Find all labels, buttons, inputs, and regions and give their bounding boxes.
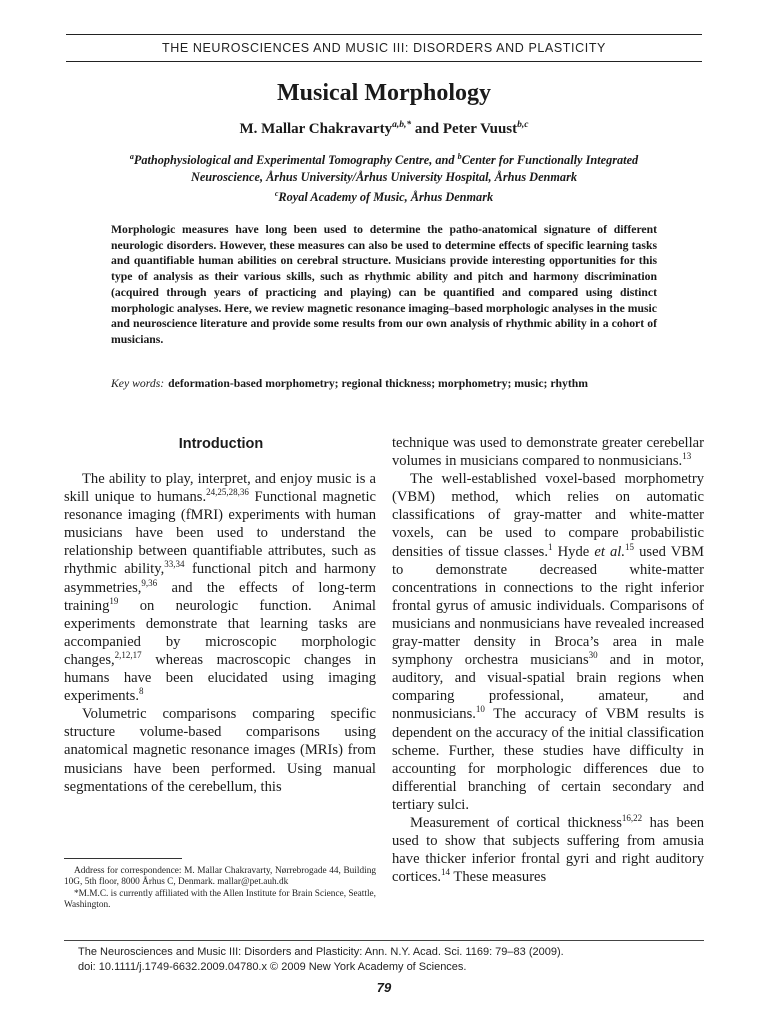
affiliation-text: Royal Academy of Music, Århus Denmark (278, 190, 494, 205)
affiliation-marker: c (274, 189, 279, 198)
doi-line: doi: 10.1111/j.1749-6632.2009.04780.x © 2009 New York Academy of Sciences. (78, 961, 467, 973)
citation-ref: 15 (625, 541, 635, 552)
author-conjunction: and (411, 121, 443, 137)
paragraph: Volumetric comparisons comparing specific structure volume-based comparisons using anatomical magnetic resonance images (MRIs) from musicians have been performed. Using manual segmentations of the cerebellum, this (64, 706, 376, 795)
abstract: Morphologic measures have long been used to determine the patho-anatomical signature of different neurologic disorders. However, these measures can also be used to determine effects of specific learning tasks and quantifiable human abilities on cerebral structure. Musicians provide interesting opportunities for this type of analysis as their various skills, such as rhythmic ability and pitch and harmony discrimination (acquired through years of practicing and playing) can be quantified and compared using distinct morphologic analyses. Here, we review magnetic resonance imaging–based morphologic analyses in the music and neuroscience literature and provide some results from our own analysis of rhythmic ability in a cohort of musicians. (111, 223, 657, 346)
citation-ref: 13 (682, 451, 692, 462)
author-affiliation-marker: b,c (517, 120, 529, 130)
paragraph: The well-established voxel-based morphometry (VBM) method, which relies on automatic classifications of gray-matter and white-matter voxels, can be used to compare probabilistic densities of tissue classes.$^1$ Hyde et al.$^{15}$ used VBM to demonstrate decreased white-matter concentrations in connections to the right inferior frontal gyrus of amusic individuals. Comparisons of musicians and nonmusicians have revealed increased gray-matter density in Broca’s area in male symphony orchestra musicians$^{30}$ and in motor, auditory, and visual-spatial brain regions when comparing professional, amateur, and nonmusicians.$^{10}$ The accuracy of VBM results is dependent on the accuracy of the initial classification scheme. Further, these studies have difficulty in accounting for morphologic differences due to differential branching of certain secondary and tertiary sulci. (392, 471, 704, 813)
author-name: M. Mallar Chakravarty (239, 121, 393, 137)
citation-ref: 19 (109, 595, 119, 606)
citation-divider (64, 940, 704, 941)
journal-citation (78, 945, 698, 975)
affiliation-marker: b (457, 152, 462, 161)
keywords (111, 376, 657, 392)
footnote-divider (64, 858, 182, 859)
affiliation-ab (100, 148, 668, 186)
affiliation-text: Center for Functionally Integrated Neuroscience, Århus University/Århus University Hospital, Århus Denmark (190, 153, 639, 185)
affiliation-text: Pathophysiological and Experimental Tomography Centre, and (133, 153, 458, 168)
left-column (64, 470, 376, 796)
paragraph: The ability to play, interpret, and enjoy music is a skill unique to humans.$^{24,25,28,36}$ Functional magnetic resonance imaging (fMRI) experiments with human musicians have been used to understand the relationship between quantifiable attributes, such as rhythmic ability,$^{33,34}$ functional pitch and harmony asymmetries,$^{9,36}$ and the effects of long-term training$^{19}$ on neurologic function. Animal experiments demonstrate that learning tasks are accompanied by microscopic morphologic changes,$^{2,12,17}$ whereas macroscopic changes in humans have been elucidated using imaging experiments.$^8$ (64, 471, 376, 705)
citation-ref: 24,25,28,36 (206, 487, 249, 498)
citation-line: The Neurosciences and Music III: Disorders and Plasticity: Ann. N.Y. Acad. Sci. 1169: 79–83 (2009). (78, 946, 564, 958)
footnote-affiliation: *M.M.C. is currently affiliated with the Allen Institute for Brain Science, Seattle, Washington. (64, 888, 376, 911)
author-affiliation-marker: a,b,* (392, 120, 412, 130)
citation-ref: 33,34 (164, 559, 185, 570)
citation-ref: 1 (548, 541, 553, 552)
citation-ref: 9,36 (141, 577, 158, 588)
affiliation-c (100, 185, 668, 206)
right-column (392, 434, 704, 886)
running-head: THE NEUROSCIENCES AND MUSIC III: DISORDERS AND PLASTICITY (66, 34, 702, 62)
paragraph: technique was used to demonstrate greater cerebellar volumes in musicians compared to nonmusicians.$^{13}$ (392, 435, 704, 470)
page-number: 79 (376, 980, 392, 995)
paragraph: Measurement of cortical thickness$^{16,22}$ has been used to show that subjects suffering from amusia have thicker inferior frontal gyri and right auditory cortices.$^{14}$ These measures (392, 813, 704, 886)
article-title: Musical Morphology (277, 80, 491, 106)
affiliation-marker: a (129, 152, 134, 161)
author-line (0, 120, 768, 138)
keywords-label: Key words: (111, 377, 165, 390)
citation-ref: 10 (475, 704, 485, 715)
author-name: Peter Vuust (442, 121, 518, 137)
et-al: et al. (594, 543, 626, 560)
citation-ref: 2,12,17 (114, 650, 142, 661)
citation-ref: 16,22 (621, 813, 643, 824)
footnote-address: Address for correspondence: M. Mallar Chakravarty, Nørrebrogade 44, Building 10G, 5th floor, 8000 Århus C, Denmark. mallar@pet.auh.dk (64, 866, 376, 888)
citation-ref: 8 (138, 686, 144, 697)
citation-ref: 14 (441, 867, 451, 878)
footnotes (64, 866, 376, 912)
citation-ref: 30 (588, 650, 598, 661)
keywords-text: deformation-based morphometry; regional thickness; morphometry; music; rhythm (168, 377, 588, 390)
section-heading: Introduction (178, 436, 264, 452)
